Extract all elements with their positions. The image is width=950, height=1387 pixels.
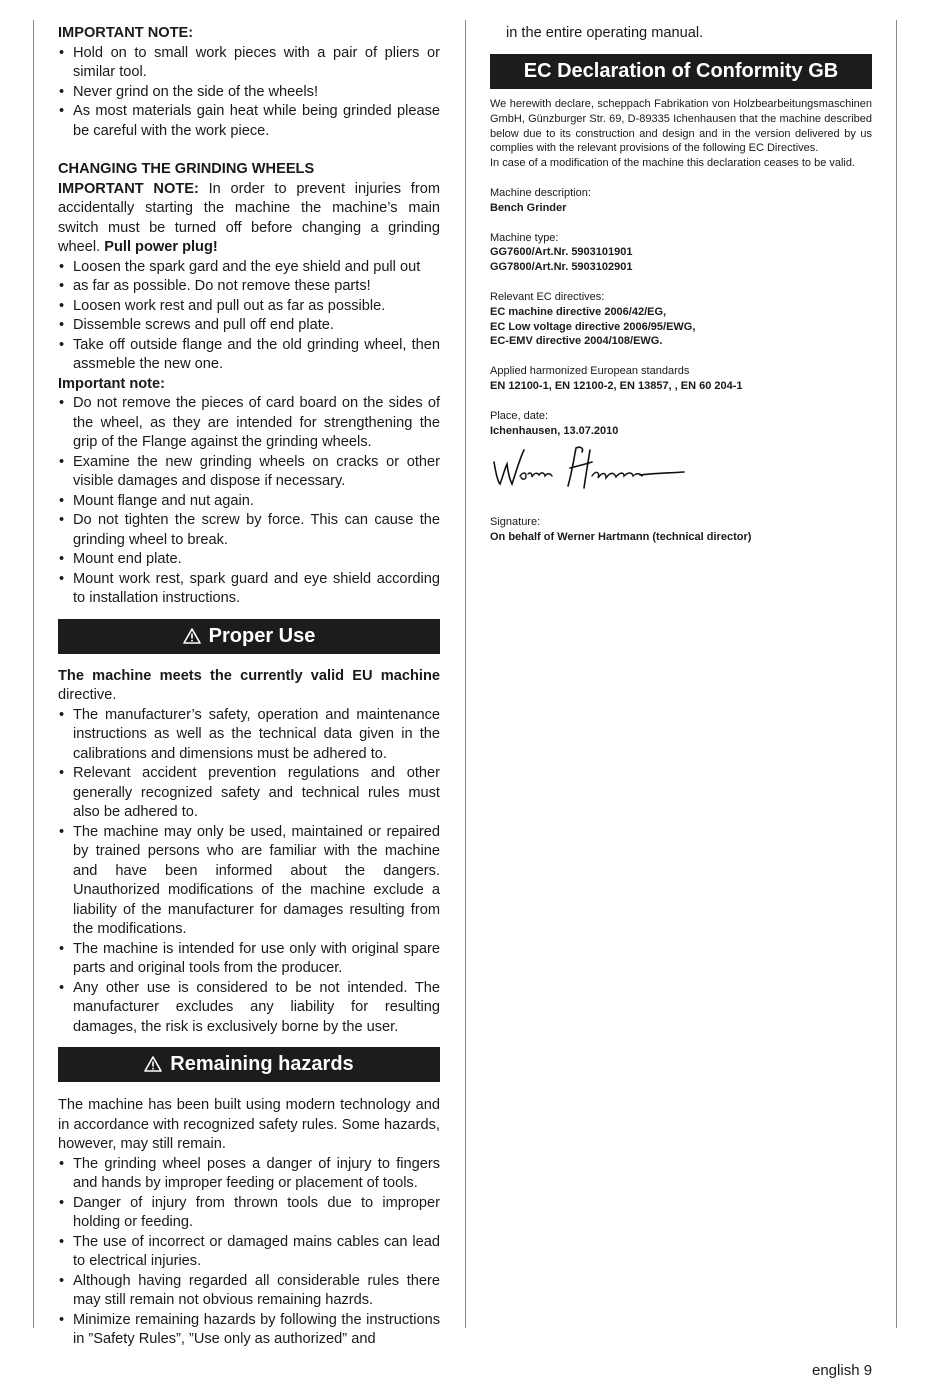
list-item: • The machine may only be used, maintained or repaired by trained persons who are familiar with the machine and have been informed about the dangers. Unauthorized modifications of the machine exclude a liability of the manufacturer for damages resulting from the modifications. (58, 823, 440, 940)
proper-use-intro-rest: directive. (58, 687, 117, 703)
list-item: • The machine is intended for use only with original spare parts and original tools from the producer. (58, 940, 440, 979)
warning-triangle-icon (183, 621, 201, 656)
list-item: • Do not tighten the screw by force. This can cause the grinding wheel to break. (58, 511, 440, 550)
remaining-hazards-banner (58, 1047, 440, 1082)
warning-triangle-icon (144, 1049, 162, 1084)
list-item: • Any other use is considered to be not intended. The manufacturer excludes any liability for resulting damages, the risk is exclusively borne by the user. (58, 979, 440, 1038)
continuation-text: in the entire operating manual. (506, 25, 704, 41)
hazards-intro: The machine has been built using modern technology and in accordance with recognized safety rules. Some hazards, however, may still remain. (58, 1097, 440, 1152)
notes-list-1 (58, 44, 440, 142)
list-item: • Never grind on the side of the wheels! (58, 83, 440, 103)
modification-text: In case of a modification of the machine this declaration ceases to be valid. (490, 157, 856, 170)
proper-use-list (58, 706, 440, 1038)
signature-value: On behalf of Werner Hartmann (technical director) (490, 531, 752, 544)
right-column (490, 24, 872, 545)
list-item: • Minimize remaining hazards by following the instructions in ”Safety Rules”, ”Use only as authorized” and (58, 1311, 440, 1350)
important-note-heading: IMPORTANT NOTE: (58, 25, 194, 41)
list-item: • The use of incorrect or damaged mains cables can lead to electrical injuries. (58, 1233, 440, 1272)
list-item: • The grinding wheel poses a danger of injury to fingers and hands by improper feeding or placement of tools. (58, 1155, 440, 1194)
list-item: • Examine the new grinding wheels on cracks or other visible damages and dispose if necessary. (58, 453, 440, 492)
standards-value: EN 12100-1, EN 12100-2, EN 13857, , EN 60 204-1 (490, 379, 743, 392)
page-number: english 9 (812, 1362, 873, 1379)
directive-value: EC-EMV directive 2004/108/EWG. (490, 335, 663, 348)
machine-description-value: Bench Grinder (490, 201, 567, 214)
list-item: • Take off outside flange and the old grinding wheel, then assmeble the new one. (58, 336, 440, 375)
list-item: • Mount end plate. (58, 550, 440, 570)
list-item: • Loosen the spark gard and the eye shield and pull out (58, 258, 440, 278)
important-note-heading-2: Important note: (58, 375, 166, 392)
important-note-text: In order to prevent injuries from accidentally starting the machine the machine’s main switch must be turned off before changing a grinding wheel. (58, 180, 440, 255)
list-item: • Mount work rest, spark guard and eye shield according to installation instructions. (58, 570, 440, 609)
list-item: • Danger of injury from thrown tools due to improper holding or feeding. (58, 1194, 440, 1233)
left-column (58, 24, 440, 1350)
list-item: • Loosen work rest and pull out as far as possible. (58, 297, 440, 317)
list-item: • Dissemble screws and pull off end plate. (58, 316, 440, 336)
hazards-list (58, 1155, 440, 1350)
important-note-label: IMPORTANT NOTE: (58, 180, 199, 197)
column-rule-center (465, 20, 466, 1328)
pull-plug-warning: Pull power plug! (104, 239, 218, 255)
proper-use-title: Proper Use (208, 624, 316, 647)
list-item: • Hold on to small work pieces with a pair of pliers or similar tool. (58, 44, 440, 83)
standards-label: Applied harmonized European standards (490, 365, 690, 378)
proper-use-intro-bold: The machine meets the currently valid EU machine (58, 667, 440, 684)
column-rule-right (896, 20, 897, 1328)
notes-list-3 (58, 394, 440, 609)
changing-wheels-heading: CHANGING THE GRINDING WHEELS (58, 161, 315, 177)
directive-value: EC Low voltage directive 2006/95/EWG, (490, 320, 696, 333)
proper-use-intro (58, 667, 440, 706)
signature-label: Signature: (490, 516, 541, 529)
declaration-text: We herewith declare, scheppach Fabrikation von Holzbearbeitungsmaschinen GmbH, Günzburger Str. 69, D-89335 Ichenhausen that the machine described below due to its construction and design and in the version delivered by us complies with the relevant provisions of the following EC Directives. (490, 98, 872, 155)
directives-label: Relevant EC directives: (490, 290, 605, 303)
declaration-body (490, 97, 872, 545)
important-note-paragraph (58, 180, 440, 258)
proper-use-banner (58, 619, 440, 654)
list-item: • Mount flange and nut again. (58, 492, 440, 512)
list-item: • as far as possible. Do not remove these parts! (58, 277, 440, 297)
list-item: • The manufacturer’s safety, operation and maintenance instructions as well as the technical data given in the calibrations and dimensions must be adhered to. (58, 706, 440, 765)
column-rule-left (33, 20, 34, 1328)
list-item: • As most materials gain heat while being grinded please be careful with the work piece. (58, 102, 440, 141)
place-date-value: Ichenhausen, 13.07.2010 (490, 424, 619, 437)
list-item: • Although having regarded all considerable rules there may still remain not obvious remaining hazrds. (58, 1272, 440, 1311)
list-item: • Relevant accident prevention regulations and other generally recognized safety and technical rules must also be adhered to. (58, 764, 440, 823)
list-item: • Do not remove the pieces of card board on the sides of the wheel, as they are intended for strengthening the grip of the Flange against the grinding wheels. (58, 394, 440, 453)
directive-value: EC machine directive 2006/42/EG, (490, 305, 667, 318)
machine-type-value: GG7600/Art.Nr. 5903101901 (490, 246, 633, 259)
place-date-label: Place, date: (490, 409, 549, 422)
machine-type-value: GG7800/Art.Nr. 5903102901 (490, 261, 633, 274)
machine-description-label: Machine description: (490, 186, 591, 199)
remaining-hazards-title: Remaining hazards (170, 1053, 354, 1075)
ec-declaration-banner: EC Declaration of Conformity GB (490, 54, 872, 89)
machine-type-label: Machine type: (490, 231, 559, 244)
steps-list (58, 258, 440, 375)
handwritten-signature (490, 442, 872, 500)
